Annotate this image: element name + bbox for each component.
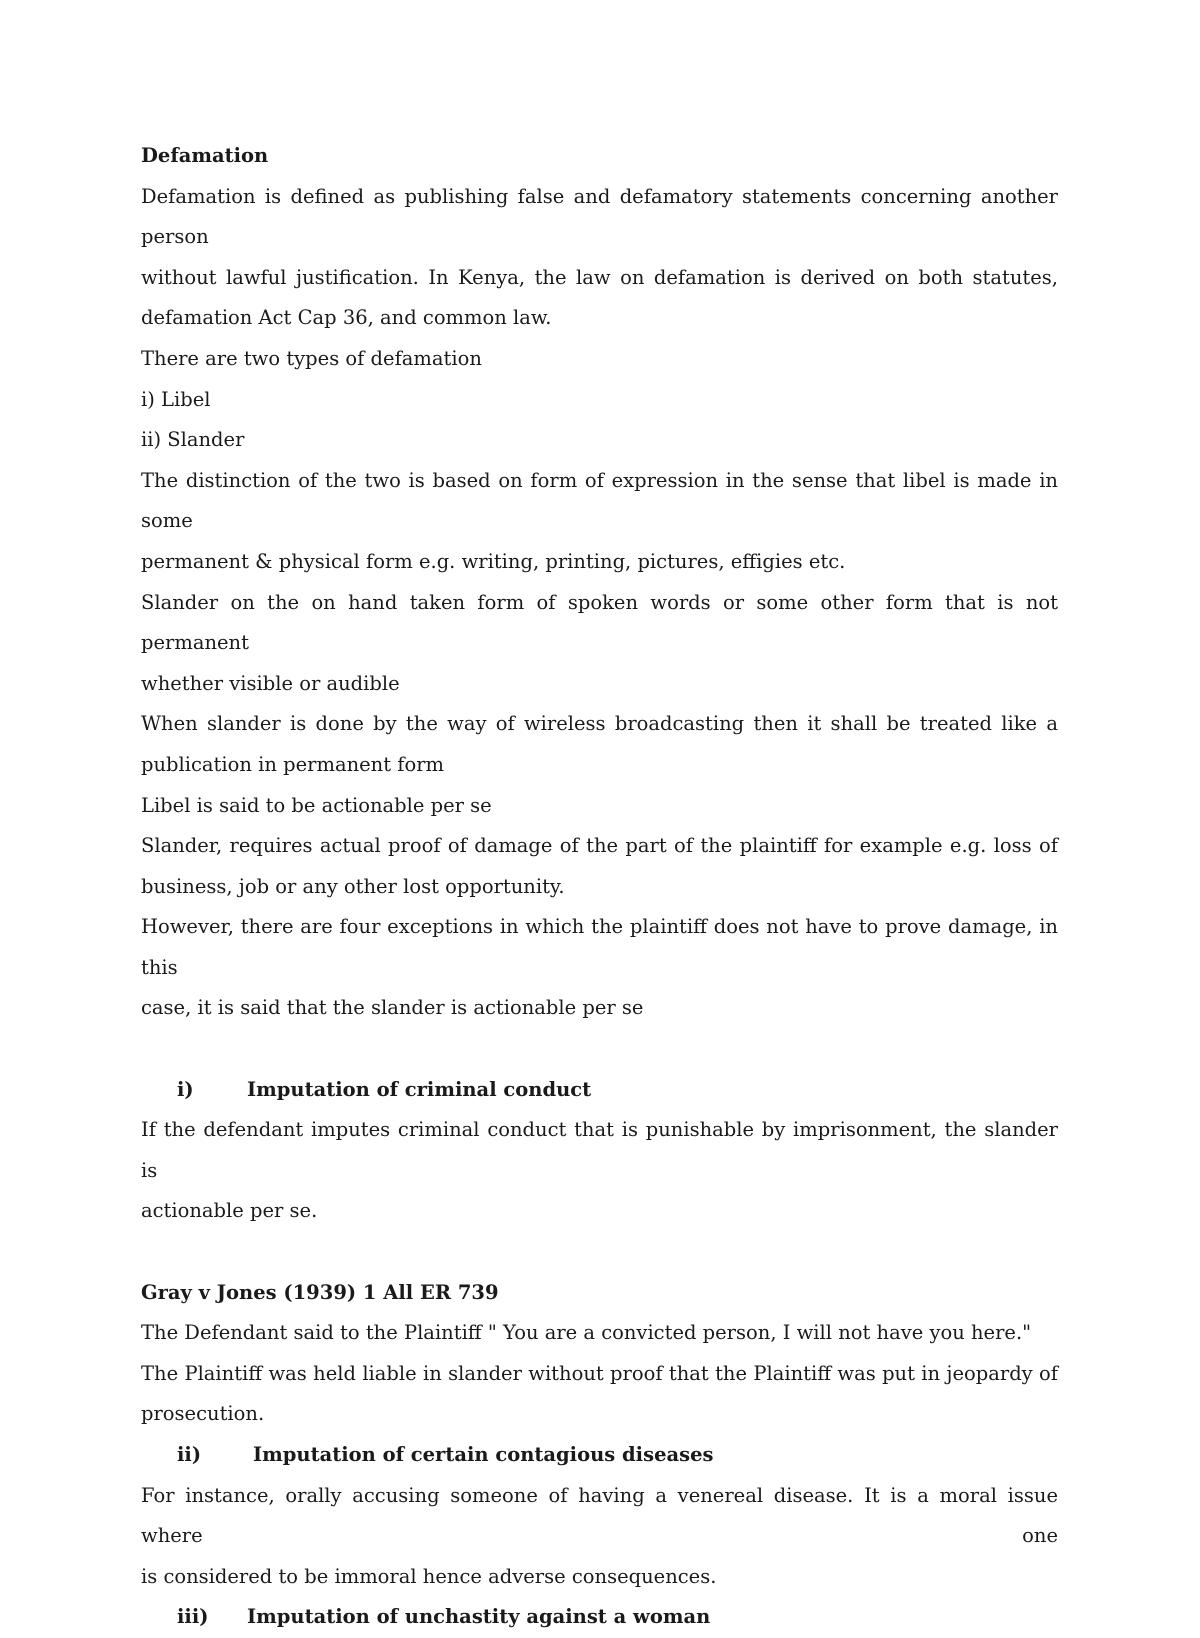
exception-3-number: iii) [177, 1605, 209, 1629]
type-slander: ii) Slander [141, 428, 245, 452]
distinction-line-1: The distinction of the two is based on form of expression in the sense that libel is made in some [141, 468, 1058, 533]
exception-1-line-2: actionable per se. [141, 1199, 318, 1223]
exception-2-line-2: is considered to be immoral hence adverse consequences. [141, 1564, 717, 1588]
document-title: Defamation [141, 144, 269, 167]
slander-damage-line-1: Slander, requires actual proof of damage of the part of the plaintiff for example e.g. loss of [141, 834, 1058, 858]
exception-3-heading [141, 1597, 1058, 1638]
type-libel: i) Libel [141, 387, 211, 411]
intro-line-2: without lawful justification. In Kenya, the law on defamation is derived on both statutes, [141, 265, 1058, 289]
exceptions-line-1: However, there are four exceptions in which the plaintiff does not have to prove damage, in this [141, 915, 1058, 979]
exception-2-title: Imputation of certain contagious diseases [253, 1443, 714, 1466]
distinction-line-2: permanent & physical form e.g. writing, printing, pictures, effigies etc. [141, 549, 846, 573]
exceptions-line-2: case, it is said that the slander is actionable per se [141, 996, 644, 1020]
libel-actionable: Libel is said to be actionable per se [141, 793, 492, 817]
slander-damage-line-2: business, job or any other lost opportunity. [141, 874, 565, 898]
exception-2-line-1: For instance, orally accusing someone of having a venereal disease. It is a moral issue where one [141, 1483, 1058, 1548]
types-intro: There are two types of defamation [141, 346, 482, 370]
spacer [141, 1232, 1058, 1273]
slander-line-1: Slander on the on hand taken form of spoken words or some other form that is not permanent [141, 590, 1058, 655]
exception-2-number: ii) [177, 1443, 202, 1466]
case-quote: The Defendant said to the Plaintiff " You are a convicted person, I will not have you here." [141, 1321, 1032, 1345]
broadcast-line-2: publication in permanent form [141, 752, 445, 776]
exception-1-line-1: If the defendant imputes criminal conduct that is punishable by imprisonment, the slander is [141, 1118, 1058, 1182]
intro-line-3: defamation Act Cap 36, and common law. [141, 306, 552, 330]
exception-2-heading [141, 1435, 1058, 1476]
exception-1-heading [141, 1070, 1058, 1111]
case-holding-line-1: The Plaintiff was held liable in slander without proof that the Plaintiff was put in jeopardy of [141, 1361, 1058, 1385]
exception-3-title: Imputation of unchastity against a woman [247, 1605, 711, 1629]
exception-1-number: i) [177, 1077, 194, 1101]
exception-1-title: Imputation of criminal conduct [247, 1077, 592, 1101]
case-title: Gray v Jones (1939) 1 All ER 739 [141, 1280, 499, 1304]
spacer [141, 1029, 1058, 1070]
slander-line-2: whether visible or audible [141, 671, 400, 695]
case-holding-line-2: prosecution. [141, 1402, 265, 1426]
intro-line-1: Defamation is defined as publishing false and defamatory statements concerning another person [141, 184, 1058, 249]
broadcast-line-1: When slander is done by the way of wireless broadcasting then it shall be treated like a [141, 712, 1058, 736]
document-page [141, 136, 1058, 1638]
